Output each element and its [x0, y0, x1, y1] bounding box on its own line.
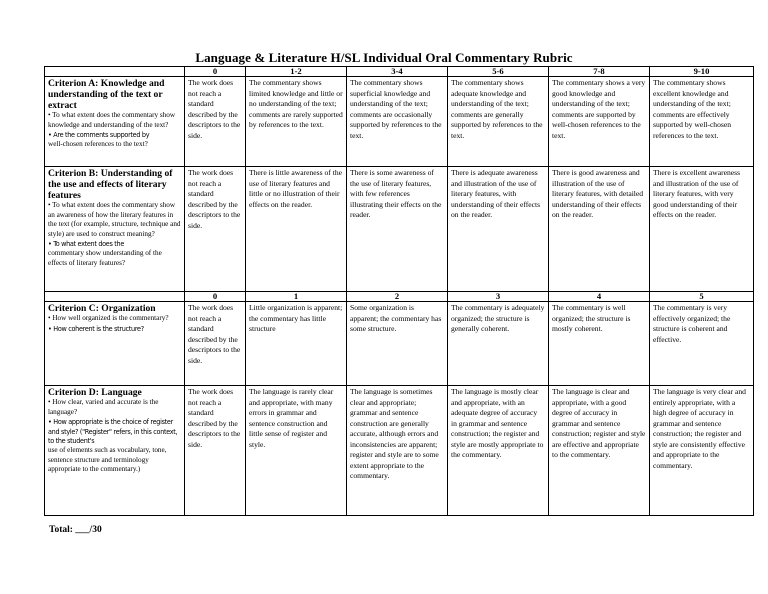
descriptor-cell: The language is mostly clear and appropriate, with an adequate degree of accuracy in grammar and sentence construction; the register and style are mostly appropriate to the commentary.	[448, 386, 549, 516]
criterion-question: • To what extent does the commentary show knowledge and understanding of the text?	[48, 111, 176, 129]
page-title: Language & Literature H/SL Individual Oral Commentary Rubric	[195, 50, 573, 65]
descriptor-cell: The work does not reach a standard described by the descriptors to the side.	[185, 77, 246, 167]
score-header: 1-2	[246, 67, 347, 77]
criterion-question: • How coherent is the structure?	[48, 323, 144, 333]
descriptor-cell: The commentary shows adequate knowledge and understanding of the text; comments are generally supported by references to the text.	[448, 77, 549, 167]
descriptor-cell: Some organization is apparent; the commentary has some structure.	[347, 302, 448, 386]
score-header: 5-6	[448, 67, 549, 77]
criterion-label-cell	[45, 77, 185, 167]
score-header: 0	[185, 292, 246, 302]
descriptor-cell: The language is sometimes clear and appropriate; grammar and sentence construction are generally accurate, although errors and inconsistencies are apparent; register and style are to some extent appropriate to the commentary.	[347, 386, 448, 516]
descriptor-cell: The commentary shows limited knowledge and little or no understanding of the text; comments are rarely supported by references to the text.	[246, 77, 347, 167]
descriptor-cell: The work does not reach a standard described by the descriptors to the side.	[185, 167, 246, 292]
score-header: 5	[650, 292, 754, 302]
descriptor-cell: The commentary shows superficial knowledge and understanding of the text; comments are occasionally supported by references to the text.	[347, 77, 448, 167]
descriptor-cell: The commentary shows a very good knowledge and understanding of the text; comments are supported by well-chosen references to the text.	[549, 77, 650, 167]
descriptor-cell: The commentary is adequately organized; the structure is generally coherent.	[448, 302, 549, 386]
rubric-table	[44, 66, 754, 516]
criterion-title: Criterion D: Language	[48, 387, 142, 398]
criterion-label-cell	[45, 386, 185, 516]
criterion-title: Criterion B: Understanding of the use and effects of literary features	[48, 168, 173, 201]
criterion-label-cell	[45, 167, 185, 292]
score-header: 2	[347, 292, 448, 302]
criterion-question: use of elements such as vocabulary, tone, sentence structure and terminology appropriate to the commentary.)	[48, 445, 167, 474]
descriptor-cell: There is adequate awareness and illustration of the use of literary features, with understanding of their effects on the reader.	[448, 167, 549, 292]
header-blank-cell	[45, 67, 185, 77]
criterion-question: • How appropriate is the choice of register and style? ("Register" refers, in this context, to the student's	[48, 417, 178, 446]
criterion-row	[45, 386, 754, 516]
descriptor-cell: The commentary is very effectively organized; the structure is coherent and effective.	[650, 302, 754, 386]
header-blank-cell	[45, 292, 185, 302]
score-header-row	[45, 67, 754, 77]
criterion-row	[45, 167, 754, 292]
score-header: 9-10	[650, 67, 754, 77]
criterion-question: • How well organized is the commentary?	[48, 314, 169, 322]
score-header: 4	[549, 292, 650, 302]
criterion-title: Criterion C: Organization	[48, 303, 156, 314]
descriptor-cell: There is some awareness of the use of literary features, with few references illustrating their effects on the reader.	[347, 167, 448, 292]
criterion-label-cell	[45, 302, 185, 386]
criterion-title: Criterion A: Knowledge and understanding of the text or extract	[48, 78, 165, 111]
descriptor-cell: The language is clear and appropriate, with a good degree of accuracy in grammar and sentence construction; register and style are effective and appropriate to the commentary.	[549, 386, 650, 516]
score-header: 7-8	[549, 67, 650, 77]
descriptor-cell: There is little awareness of the use of literary features and little or no illustration of their effects on the reader.	[246, 167, 347, 292]
criterion-question: commentary show understanding of the effects of literary features?	[48, 248, 162, 267]
criterion-row	[45, 302, 754, 386]
descriptor-cell: There is excellent awareness and illustration of the use of literary features, with very good understanding of their effects on the reader.	[650, 167, 754, 292]
score-header: 3	[448, 292, 549, 302]
descriptor-cell: The commentary is well organized; the structure is mostly coherent.	[549, 302, 650, 386]
criterion-question: • To what extent does the	[48, 239, 124, 249]
criterion-row	[45, 77, 754, 167]
score-header-row	[45, 292, 754, 302]
descriptor-cell: The commentary shows excellent knowledge and understanding of the text; comments are effectively supported by well-chosen references to the text.	[650, 77, 754, 167]
criterion-question: • Are the comments supported by	[48, 130, 150, 140]
descriptor-cell: There is good awareness and illustration of the use of literary features, with detailed understanding of their effects on the reader.	[549, 167, 650, 292]
criterion-question: • To what extent does the commentary show an awareness of how the literary features in the text (for example, structure, technique and style) are used to construct meaning?	[48, 201, 181, 238]
descriptor-cell: The work does not reach a standard described by the descriptors to the side.	[185, 302, 246, 386]
descriptor-cell: The work does not reach a standard described by the descriptors to the side.	[185, 386, 246, 516]
criterion-question: • How clear, varied and accurate is the language?	[48, 398, 159, 416]
total-score: Total: ___/30	[49, 525, 102, 535]
score-header: 0	[185, 67, 246, 77]
criterion-question: well-chosen references to the text?	[48, 139, 148, 148]
score-header: 3-4	[347, 67, 448, 77]
descriptor-cell: The language is very clear and entirely appropriate, with a high degree of accuracy in grammar and sentence construction; the register and style are consistently effective and appropriate to the commentary.	[650, 386, 754, 516]
score-header: 1	[246, 292, 347, 302]
descriptor-cell: The language is rarely clear and appropriate, with many errors in grammar and sentence construction and little sense of register and style.	[246, 386, 347, 516]
descriptor-cell: Little organization is apparent; the commentary has little structure	[246, 302, 347, 386]
